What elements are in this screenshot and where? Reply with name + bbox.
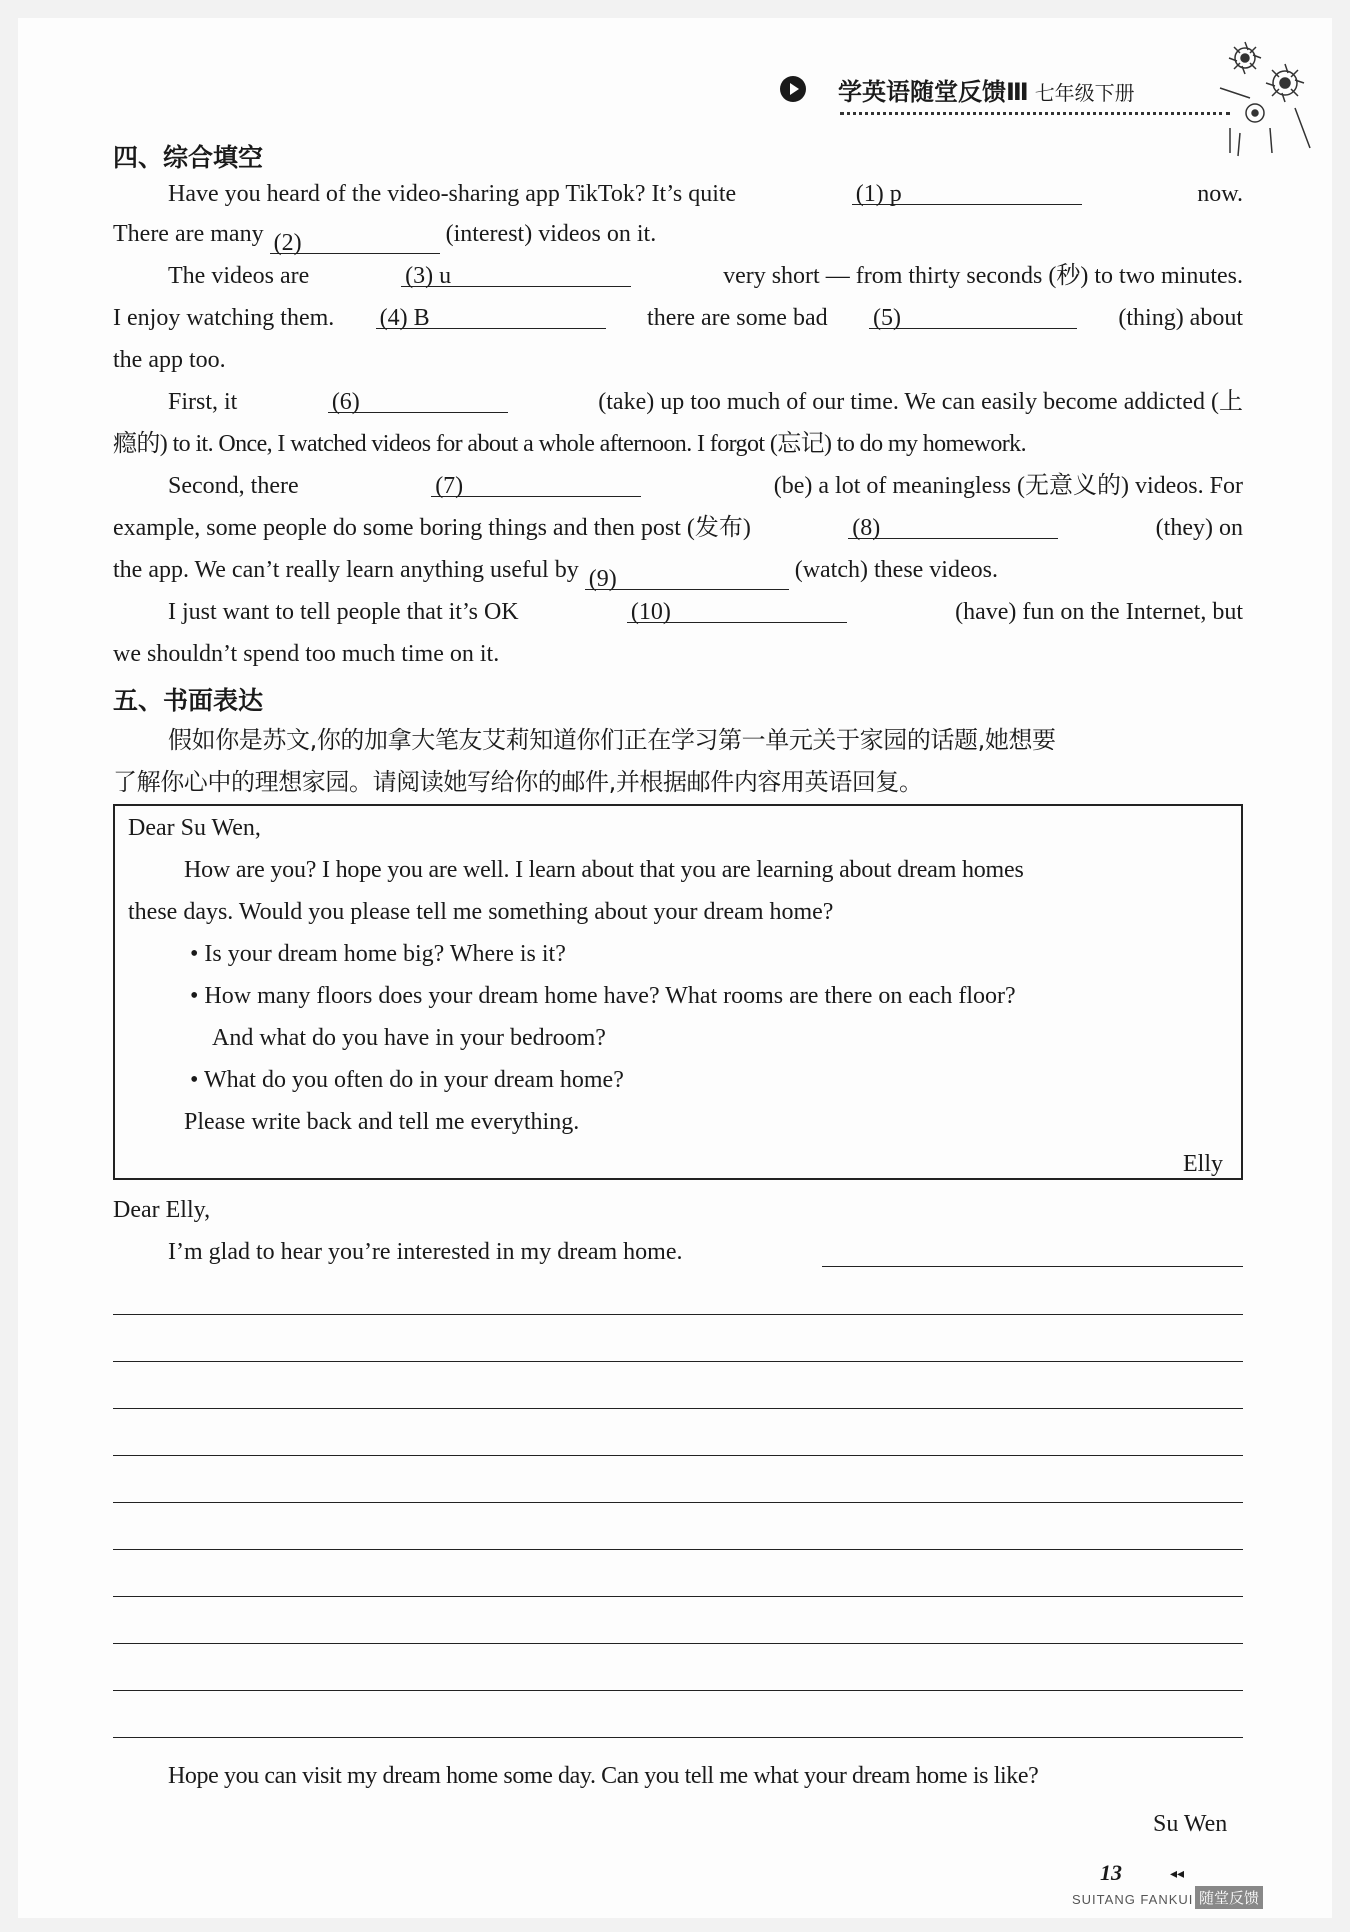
blank-6[interactable]: (6) xyxy=(328,382,508,413)
writing-line-5[interactable] xyxy=(113,1502,1243,1503)
blank-7[interactable]: (7) xyxy=(431,466,641,497)
writing-line-0[interactable] xyxy=(822,1266,1243,1267)
letter-closing: Please write back and tell me everything. xyxy=(184,1109,580,1135)
blank-5[interactable]: (5) xyxy=(869,298,1077,329)
page-number: 13 xyxy=(1100,1860,1122,1885)
section5-title: 五、书面表达 xyxy=(113,686,264,715)
s4-line-4: I enjoy watching them. (4) B there are some bad (5) (thing) about xyxy=(113,298,1243,338)
writing-line-3[interactable] xyxy=(113,1408,1243,1409)
blank-9[interactable]: (9) xyxy=(585,559,789,590)
blank-4[interactable]: (4) B xyxy=(376,298,606,329)
s4-line-11: I just want to tell people that it’s OK (10) (have) fun on the Internet, but xyxy=(168,592,1243,632)
instruction-line-1: 假如你是苏文,你的加拿大笔友艾莉知道你们正在学习第一单元关于家园的话题,她想要 xyxy=(168,726,1056,754)
letter-body-1: How are you? I hope you are well. I learn about that you are learning about dream homes xyxy=(184,857,1024,883)
letter-bullet-1: • Is your dream home big? Where is it? xyxy=(190,941,566,967)
blank-3[interactable]: (3) u xyxy=(401,256,631,287)
double-arrow-icon: ◂◂ xyxy=(1170,1867,1185,1882)
s4-line-10: the app. We can’t really learn anything useful by (9) (watch) these videos. xyxy=(113,557,998,592)
s4-line-12: we shouldn’t spend too much time on it. xyxy=(113,641,500,667)
header-dotted-rule xyxy=(840,112,1230,115)
letter-bullet-2-cont: And what do you have in your bedroom? xyxy=(212,1025,606,1051)
writing-line-9[interactable] xyxy=(113,1690,1243,1691)
letter-body-2: these days. Would you please tell me something about your dream home? xyxy=(128,899,834,925)
s4-line-9: example, some people do some boring things and then post (发布) (8) (they) on xyxy=(113,508,1243,548)
s4-line-1: Have you heard of the video-sharing app TikTok? It’s quite (1) p now. xyxy=(168,174,1243,214)
writing-line-1[interactable] xyxy=(113,1314,1243,1315)
s4-line-7: 瘾的) to it. Once, I watched videos for about a whole afternoon. I forgot (忘记) to do my homework. xyxy=(113,431,1026,457)
s4-line-6: First, it (6) (take) up too much of our time. We can easily become addicted (上 xyxy=(168,382,1243,422)
s4-line-5: the app too. xyxy=(113,347,226,373)
play-icon xyxy=(780,76,806,102)
page-header xyxy=(780,58,1210,118)
writing-line-8[interactable] xyxy=(113,1643,1243,1644)
blank-1[interactable]: (1) p xyxy=(852,174,1082,205)
instruction-line-2: 了解你心中的理想家园。请阅读她写给你的邮件,并根据邮件内容用英语回复。 xyxy=(113,768,923,796)
flower-decoration-icon xyxy=(1210,28,1320,158)
blank-2[interactable]: (2) xyxy=(270,223,440,254)
s4-line-2: There are many (2) (interest) videos on it. xyxy=(113,221,657,256)
s4-line-3: The videos are (3) u very short — from thirty seconds (秒) to two minutes. xyxy=(168,256,1243,296)
letter-greeting: Dear Su Wen, xyxy=(128,815,261,841)
s4-line-8: Second, there (7) (be) a lot of meaningless (无意义的) videos. For xyxy=(168,466,1243,506)
section4-title: 四、综合填空 xyxy=(113,143,264,172)
footer-strip-text: SUITANG FANKUI xyxy=(1072,1892,1194,1907)
book-title: 学英语随堂反馈Ⅲ 七年级下册 xyxy=(838,78,1135,106)
letter-bullet-2: • How many floors does your dream home have? What rooms are there on each floor? xyxy=(190,983,1016,1009)
writing-line-10[interactable] xyxy=(113,1737,1243,1738)
writing-line-6[interactable] xyxy=(113,1549,1243,1550)
blank-8[interactable]: (8) xyxy=(848,508,1058,539)
writing-line-7[interactable] xyxy=(113,1596,1243,1597)
writing-line-4[interactable] xyxy=(113,1455,1243,1456)
reply-ending: Hope you can visit my dream home some day. Can you tell me what your dream home is like? xyxy=(168,1763,1039,1789)
book-subtitle: 七年级下册 xyxy=(1034,81,1135,105)
writing-line-2[interactable] xyxy=(113,1361,1243,1362)
reply-greeting: Dear Elly, xyxy=(113,1197,211,1223)
letter-signature: Elly xyxy=(1183,1151,1223,1177)
footer-tag: 随堂反馈 xyxy=(1195,1886,1263,1909)
reply-opening: I’m glad to hear you’re interested in my dream home. xyxy=(168,1239,683,1265)
letter-bullet-3: • What do you often do in your dream home? xyxy=(190,1067,624,1093)
reply-signature: Su Wen xyxy=(1153,1811,1228,1837)
blank-10[interactable]: (10) xyxy=(627,592,847,623)
